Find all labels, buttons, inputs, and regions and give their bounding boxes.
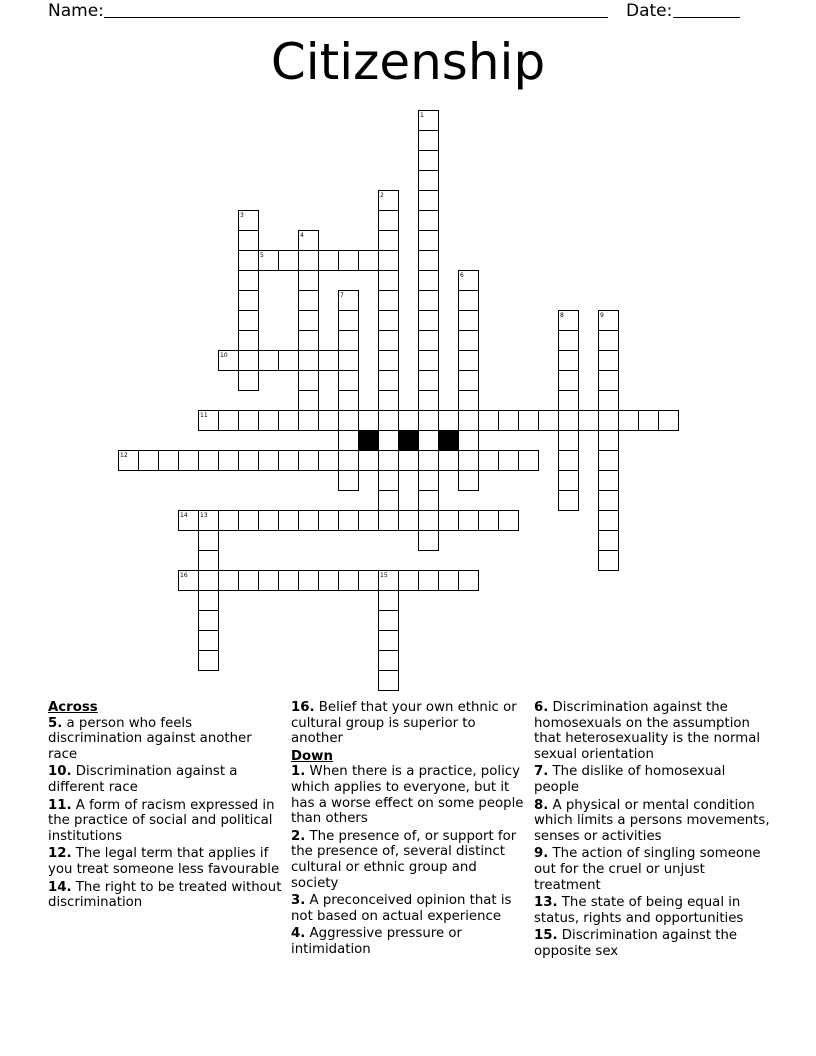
grid-cell[interactable] xyxy=(239,571,259,591)
clue-across-11 xyxy=(48,798,284,845)
clue-down-15 xyxy=(534,928,770,959)
grid-cell[interactable] xyxy=(339,331,359,351)
grid-cell[interactable] xyxy=(439,411,459,431)
grid-cell[interactable] xyxy=(259,351,279,371)
grid-cell[interactable] xyxy=(459,471,479,491)
grid-cell[interactable] xyxy=(199,631,219,651)
clue-down-7 xyxy=(534,764,770,795)
date-label: Date: xyxy=(626,1,673,21)
grid-cell[interactable] xyxy=(459,351,479,371)
clue-text: Belief that your own ethnic or cultural group is superior to another xyxy=(291,700,517,747)
grid-cell[interactable] xyxy=(379,211,399,231)
grid-cell[interactable] xyxy=(199,571,219,591)
grid-cell[interactable] xyxy=(419,251,439,271)
clue-number: 1. xyxy=(291,764,306,780)
cell-number: 2 xyxy=(380,192,384,199)
grid-cell[interactable] xyxy=(419,391,439,411)
grid-cell[interactable] xyxy=(339,511,359,531)
grid-cell[interactable] xyxy=(419,371,439,391)
grid-cell[interactable] xyxy=(319,351,339,371)
clue-down-4 xyxy=(291,926,527,957)
grid-cell[interactable] xyxy=(239,271,259,291)
grid-cell[interactable] xyxy=(279,251,299,271)
grid-cell[interactable] xyxy=(459,431,479,451)
grid-cell[interactable] xyxy=(139,451,159,471)
cell-number: 11 xyxy=(200,412,208,419)
cell-number: 8 xyxy=(560,312,564,319)
grid-cell[interactable] xyxy=(559,391,579,411)
grid-cell[interactable] xyxy=(519,451,539,471)
clue-number: 6. xyxy=(534,700,549,715)
clue-text: The presence of, or support for the presence of, several distinct cultural or ethnic group and society xyxy=(291,828,517,891)
grid-cell[interactable] xyxy=(419,431,439,451)
name-label: Name: xyxy=(48,1,104,21)
grid-cell[interactable] xyxy=(339,351,359,371)
clue-text: A physical or mental condition which limits a persons movements, senses or activities xyxy=(534,797,770,844)
clue-number: 12. xyxy=(48,846,72,862)
clue-across-16 xyxy=(291,700,527,747)
grid-cell[interactable] xyxy=(659,411,679,431)
cell-number: 7 xyxy=(340,292,344,299)
grid-cell[interactable] xyxy=(379,471,399,491)
grid-cell[interactable] xyxy=(359,411,379,431)
grid-cell[interactable] xyxy=(259,571,279,591)
grid-cell[interactable] xyxy=(279,451,299,471)
grid-cell[interactable] xyxy=(379,251,399,271)
grid-cell[interactable] xyxy=(419,311,439,331)
grid-cell[interactable] xyxy=(179,451,199,471)
grid-cell[interactable] xyxy=(439,511,459,531)
clue-across-10 xyxy=(48,764,284,795)
grid-cell[interactable] xyxy=(359,571,379,591)
grid-cell[interactable] xyxy=(379,431,399,451)
grid-cell[interactable] xyxy=(379,391,399,411)
cell-number: 6 xyxy=(460,272,464,279)
clue-across-5 xyxy=(48,716,284,763)
grid-cell[interactable] xyxy=(239,331,259,351)
clue-across-12 xyxy=(48,846,284,877)
grid-cell[interactable] xyxy=(199,551,219,571)
grid-cell[interactable] xyxy=(459,311,479,331)
grid-cell[interactable] xyxy=(279,351,299,371)
grid-cell[interactable] xyxy=(599,551,619,571)
clue-number: 3. xyxy=(291,893,306,909)
cell-number: 15 xyxy=(380,572,388,579)
clue-column-2 xyxy=(291,700,527,960)
clue-number: 8. xyxy=(534,797,549,813)
cell-number: 14 xyxy=(180,512,188,519)
grid-cell[interactable] xyxy=(319,411,339,431)
grid-cell[interactable] xyxy=(239,511,259,531)
grid-cell[interactable] xyxy=(559,451,579,471)
grid-cell[interactable] xyxy=(259,511,279,531)
grid-cell[interactable] xyxy=(379,351,399,371)
grid-cell[interactable] xyxy=(459,571,479,591)
clue-text: When there is a practice, policy which applies to everyone, but it has a worse effect on some people than others xyxy=(291,764,524,827)
clue-number: 7. xyxy=(534,764,549,780)
grid-cell[interactable] xyxy=(299,291,319,311)
grid-cell[interactable] xyxy=(319,251,339,271)
grid-cell[interactable] xyxy=(439,571,459,591)
grid-cell[interactable] xyxy=(299,411,319,431)
grid-cell[interactable] xyxy=(439,451,459,471)
grid-cell[interactable] xyxy=(299,331,319,351)
clue-down-2 xyxy=(291,829,527,891)
grid-cell[interactable] xyxy=(339,571,359,591)
grid-cell[interactable] xyxy=(419,291,439,311)
clue-down-9 xyxy=(534,846,770,893)
grid-cell[interactable] xyxy=(379,291,399,311)
grid-cell[interactable] xyxy=(299,311,319,331)
grid-cell[interactable] xyxy=(279,511,299,531)
grid-cell[interactable] xyxy=(299,371,319,391)
clue-number: 11. xyxy=(48,797,72,813)
clue-number: 16. xyxy=(291,700,315,715)
grid-cell[interactable] xyxy=(319,511,339,531)
grid-cell[interactable] xyxy=(299,351,319,371)
cell-number: 9 xyxy=(600,312,604,319)
page-title: Citizenship xyxy=(270,33,546,91)
clue-text: The legal term that applies if you treat someone less favourable xyxy=(48,846,280,877)
grid-cell[interactable] xyxy=(239,291,259,311)
grid-cell[interactable] xyxy=(459,331,479,351)
grid-cell[interactable] xyxy=(379,271,399,291)
clue-text: a person who feels discrimination against another race xyxy=(48,715,252,762)
grid-cell[interactable] xyxy=(319,451,339,471)
clue-text: Discrimination against the homosexuals on the assumption that heterosexuality is the normal sexual orientation xyxy=(534,700,761,762)
grid-cell[interactable] xyxy=(239,411,259,431)
grid-cell[interactable] xyxy=(599,531,619,551)
grid-cell[interactable] xyxy=(619,411,639,431)
grid-cell[interactable] xyxy=(299,571,319,591)
clue-number: 15. xyxy=(534,928,558,944)
grid-cell[interactable] xyxy=(379,671,399,691)
grid-cell[interactable] xyxy=(159,451,179,471)
grid-cell[interactable] xyxy=(459,451,479,471)
cell-number: 10 xyxy=(220,352,228,359)
grid-cell[interactable] xyxy=(299,391,319,411)
grid-cell[interactable] xyxy=(599,431,619,451)
grid-cell[interactable] xyxy=(339,471,359,491)
grid-cell[interactable] xyxy=(559,411,579,431)
grid-cell[interactable] xyxy=(479,451,499,471)
grid-cell[interactable] xyxy=(599,491,619,511)
grid-cell[interactable] xyxy=(299,271,319,291)
grid-cell[interactable] xyxy=(499,451,519,471)
grid-cell[interactable] xyxy=(279,571,299,591)
grid-cell[interactable] xyxy=(299,451,319,471)
clue-number: 5. xyxy=(48,715,63,731)
grid-cell[interactable] xyxy=(379,631,399,651)
across-heading: Across xyxy=(48,700,98,715)
clue-down-13 xyxy=(534,895,770,926)
clue-across-14 xyxy=(48,880,284,911)
grid-cell[interactable] xyxy=(459,371,479,391)
grid-cell[interactable] xyxy=(279,411,299,431)
grid-cell[interactable] xyxy=(259,411,279,431)
grid-cell[interactable] xyxy=(339,371,359,391)
grid-cell[interactable] xyxy=(559,471,579,491)
grid-cell[interactable] xyxy=(379,331,399,351)
grid-cell[interactable] xyxy=(419,191,439,211)
grid-cell[interactable] xyxy=(459,411,479,431)
grid-cell[interactable] xyxy=(419,451,439,471)
grid-cell[interactable] xyxy=(599,411,619,431)
clue-text: Discrimination against the opposite sex xyxy=(534,928,738,959)
grid-cell[interactable] xyxy=(379,651,399,671)
grid-cell[interactable] xyxy=(579,411,599,431)
grid-cell[interactable] xyxy=(419,171,439,191)
grid-cell[interactable] xyxy=(599,451,619,471)
grid-cell[interactable] xyxy=(419,131,439,151)
grid-cell[interactable] xyxy=(199,531,219,551)
grid-cell[interactable] xyxy=(239,231,259,251)
grid-cell[interactable] xyxy=(379,491,399,511)
grid-cell[interactable] xyxy=(599,331,619,351)
black-cell xyxy=(399,431,419,451)
grid-cell[interactable] xyxy=(319,571,339,591)
grid-cell[interactable] xyxy=(519,411,539,431)
black-cell xyxy=(439,431,459,451)
clue-text: The right to be treated without discrimination xyxy=(48,879,282,911)
grid-cell[interactable] xyxy=(399,451,419,471)
grid-cell[interactable] xyxy=(199,591,219,611)
grid-cell[interactable] xyxy=(539,411,559,431)
clue-text: A preconceived opinion that is not based on actual experience xyxy=(291,893,512,924)
grid-cell[interactable] xyxy=(359,511,379,531)
grid-cell[interactable] xyxy=(459,511,479,531)
cell-number: 13 xyxy=(200,512,208,519)
grid-cell[interactable] xyxy=(599,471,619,491)
clue-text: The dislike of homosexual people xyxy=(534,764,726,795)
grid-cell[interactable] xyxy=(359,451,379,471)
grid-cell[interactable] xyxy=(559,351,579,371)
grid-cell[interactable] xyxy=(419,571,439,591)
grid-cell[interactable] xyxy=(239,351,259,371)
grid-cell[interactable] xyxy=(499,411,519,431)
cell-number: 5 xyxy=(260,252,264,259)
grid-cell[interactable] xyxy=(219,571,239,591)
grid-cell[interactable] xyxy=(379,231,399,251)
grid-cell[interactable] xyxy=(199,611,219,631)
grid-cell[interactable] xyxy=(419,271,439,291)
cell-number: 4 xyxy=(300,232,304,239)
grid-cell[interactable] xyxy=(459,391,479,411)
clue-down-3 xyxy=(291,893,527,924)
grid-cell[interactable] xyxy=(639,411,659,431)
clue-number: 13. xyxy=(534,895,558,911)
grid-cell[interactable] xyxy=(199,651,219,671)
grid-cell[interactable] xyxy=(479,411,499,431)
grid-cell[interactable] xyxy=(219,511,239,531)
clue-down-6 xyxy=(534,700,770,762)
grid-cell[interactable] xyxy=(299,251,319,271)
grid-cell[interactable] xyxy=(599,511,619,531)
cell-number: 12 xyxy=(120,452,128,459)
clue-number: 4. xyxy=(291,926,306,942)
clue-text: A form of racism expressed in the practice of social and political institutions xyxy=(48,797,275,844)
grid-cell[interactable] xyxy=(339,451,359,471)
grid-cell[interactable] xyxy=(239,251,259,271)
grid-cell[interactable] xyxy=(339,391,359,411)
clue-number: 9. xyxy=(534,846,549,862)
grid-cell[interactable] xyxy=(399,571,419,591)
grid-cell[interactable] xyxy=(599,391,619,411)
grid-cell[interactable] xyxy=(339,431,359,451)
grid-cell[interactable] xyxy=(419,531,439,551)
grid-cell[interactable] xyxy=(419,411,439,431)
clue-number: 2. xyxy=(291,828,306,844)
cell-number: 16 xyxy=(180,572,188,579)
grid-cell[interactable] xyxy=(419,331,439,351)
grid-cell[interactable] xyxy=(339,411,359,431)
grid-cell[interactable] xyxy=(239,451,259,471)
grid-cell[interactable] xyxy=(239,371,259,391)
down-heading: Down xyxy=(291,748,333,764)
black-cell xyxy=(359,431,379,451)
clue-column-1 xyxy=(48,700,284,913)
grid-cell[interactable] xyxy=(459,291,479,311)
grid-cell[interactable] xyxy=(399,411,419,431)
grid-cell[interactable] xyxy=(379,411,399,431)
grid-cell[interactable] xyxy=(559,331,579,351)
grid-cell[interactable] xyxy=(419,491,439,511)
grid-cell[interactable] xyxy=(219,451,239,471)
grid-cell[interactable] xyxy=(379,591,399,611)
grid-cell[interactable] xyxy=(299,511,319,531)
grid-cell[interactable] xyxy=(379,511,399,531)
grid-cell[interactable] xyxy=(259,451,279,471)
grid-cell[interactable] xyxy=(379,311,399,331)
grid-cell[interactable] xyxy=(499,511,519,531)
grid-cell[interactable] xyxy=(199,451,219,471)
grid-cell[interactable] xyxy=(419,351,439,371)
clue-text: The state of being equal in status, rights and opportunities xyxy=(534,895,744,926)
clue-text: Discrimination against a different race xyxy=(48,764,238,795)
clue-down-8 xyxy=(534,798,770,845)
grid-cell[interactable] xyxy=(219,411,239,431)
grid-cell[interactable] xyxy=(559,431,579,451)
grid-cell[interactable] xyxy=(419,471,439,491)
clue-text: Aggressive pressure or intimidation xyxy=(291,926,462,957)
grid-cell[interactable] xyxy=(359,251,379,271)
grid-cell[interactable] xyxy=(559,491,579,511)
grid-cell[interactable] xyxy=(419,231,439,251)
grid-cell[interactable] xyxy=(339,311,359,331)
grid-cell[interactable] xyxy=(399,511,419,531)
cell-number: 1 xyxy=(420,112,424,119)
grid-cell[interactable] xyxy=(339,251,359,271)
clue-number: 10. xyxy=(48,764,72,780)
cell-number: 3 xyxy=(240,212,244,219)
grid-cell[interactable] xyxy=(479,511,499,531)
clue-number: 14. xyxy=(48,879,72,895)
grid-cell[interactable] xyxy=(379,451,399,471)
grid-cell[interactable] xyxy=(419,511,439,531)
grid-cell[interactable] xyxy=(419,211,439,231)
clue-column-3 xyxy=(534,700,770,962)
grid-cell[interactable] xyxy=(599,351,619,371)
grid-cell[interactable] xyxy=(419,151,439,171)
grid-cell[interactable] xyxy=(379,371,399,391)
grid-cell[interactable] xyxy=(599,371,619,391)
grid-cell[interactable] xyxy=(559,371,579,391)
grid-cell[interactable] xyxy=(379,611,399,631)
grid-cell[interactable] xyxy=(239,311,259,331)
clue-text: The action of singling someone out for the cruel or unjust treatment xyxy=(534,846,761,893)
clue-down-1 xyxy=(291,764,527,826)
